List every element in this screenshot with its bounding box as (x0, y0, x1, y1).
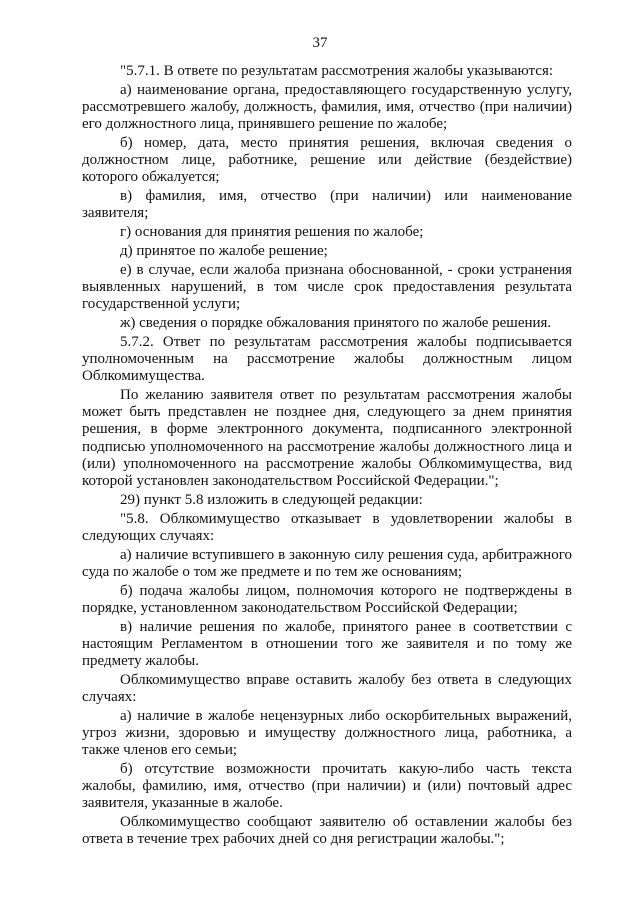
paragraph-refusal-a: а) наличие вступившего в законную силу решения суда, арбитражного суда по жалобе о том же предмете и по тем же основаниям; (82, 546, 572, 580)
paragraph-5-8-heading: "5.8. Облкомимущество отказывает в удовлетворении жалобы в следующих случаях: (82, 510, 572, 544)
paragraph-no-answer-b: б) отсутствие возможности прочитать какую-либо часть текста жалобы, фамилию, имя, отчество (при наличии) и (или) почтовый адрес заявителя, указанные в жалобе. (82, 761, 572, 812)
paragraph-item-zh: ж) сведения о порядке обжалования принятого по жалобе решения. (120, 315, 552, 331)
document-body (82, 63, 572, 850)
paragraph-no-answer-heading: Облкомимущество вправе оставить жалобу без ответа в следующих случаях: (82, 671, 572, 706)
paragraph-refusal-b: б) подача жалобы лицом, полномочия которого не подтверждены в порядке, установленном законодательством Российской Федерации; (82, 582, 572, 616)
paragraph-item-29: 29) пункт 5.8 изложить в следующей редакции: (120, 491, 423, 508)
paragraph-notification: Облкомимущество сообщают заявителю об оставлении жалобы без ответа в течение трех рабочих дней со дня регистрации жалобы."; (82, 814, 572, 848)
paragraph-5-7-2: 5.7.2. Ответ по результатам рассмотрения жалобы подписывается уполномоченным на рассмотрение жалобы должностным лицом Облкомимущества. (82, 333, 572, 385)
paragraph-5-7-1-heading: "5.7.1. В ответе по результатам рассмотрения жалобы указываются: (120, 63, 554, 79)
paragraph-item-d: д) принятое по жалобе решение; (120, 243, 328, 259)
page-number: 37 (312, 35, 328, 51)
paragraph-item-e: е) в случае, если жалоба признана обоснованной, - сроки устранения выявленных нарушений, в том числе срок предоставления результата государственной услуги; (82, 261, 572, 313)
paragraph-refusal-v: в) наличие решения по жалобе, принятого ранее в соответствии с настоящим Регламентом в отношении того же заявителя и по тому же предмету жалобы. (82, 618, 572, 670)
paragraph-item-a: а) наименование органа, предоставляющего государственную услугу, рассмотревшего жалобу, должность, фамилия, имя, отчество (при наличии) его должностного лица, принявшего решение по жалобе; (82, 81, 572, 133)
paragraph-item-g: г) основания для принятия решения по жалобе; (120, 224, 424, 241)
paragraph-no-answer-a: а) наличие в жалобе нецензурных либо оскорбительных выражений, угроз жизни, здоровью и имуществу должностного лица, работника, а также членов его семьи; (82, 707, 572, 759)
paragraph-item-b: б) номер, дата, место принятия решения, включая сведения о должностном лице, работнике, решение или действие (бездействие) которого обжалуется; (82, 135, 572, 186)
paragraph-item-v: в) фамилия, имя, отчество (при наличии) или наименование заявителя; (82, 188, 572, 222)
paragraph-electronic-answer: По желанию заявителя ответ по результатам рассмотрения жалобы может быть представлен не позднее дня, следующего за днем принятия решения, в форме электронного документа, подписанного электронной подписью уполномоченного на рассмотрение жалобы должностного лица и (или) уполномоченного на рассмотрение жалобы Облкомимущества, вид которой установлен законодательством Российской Федерации."; (82, 387, 572, 490)
